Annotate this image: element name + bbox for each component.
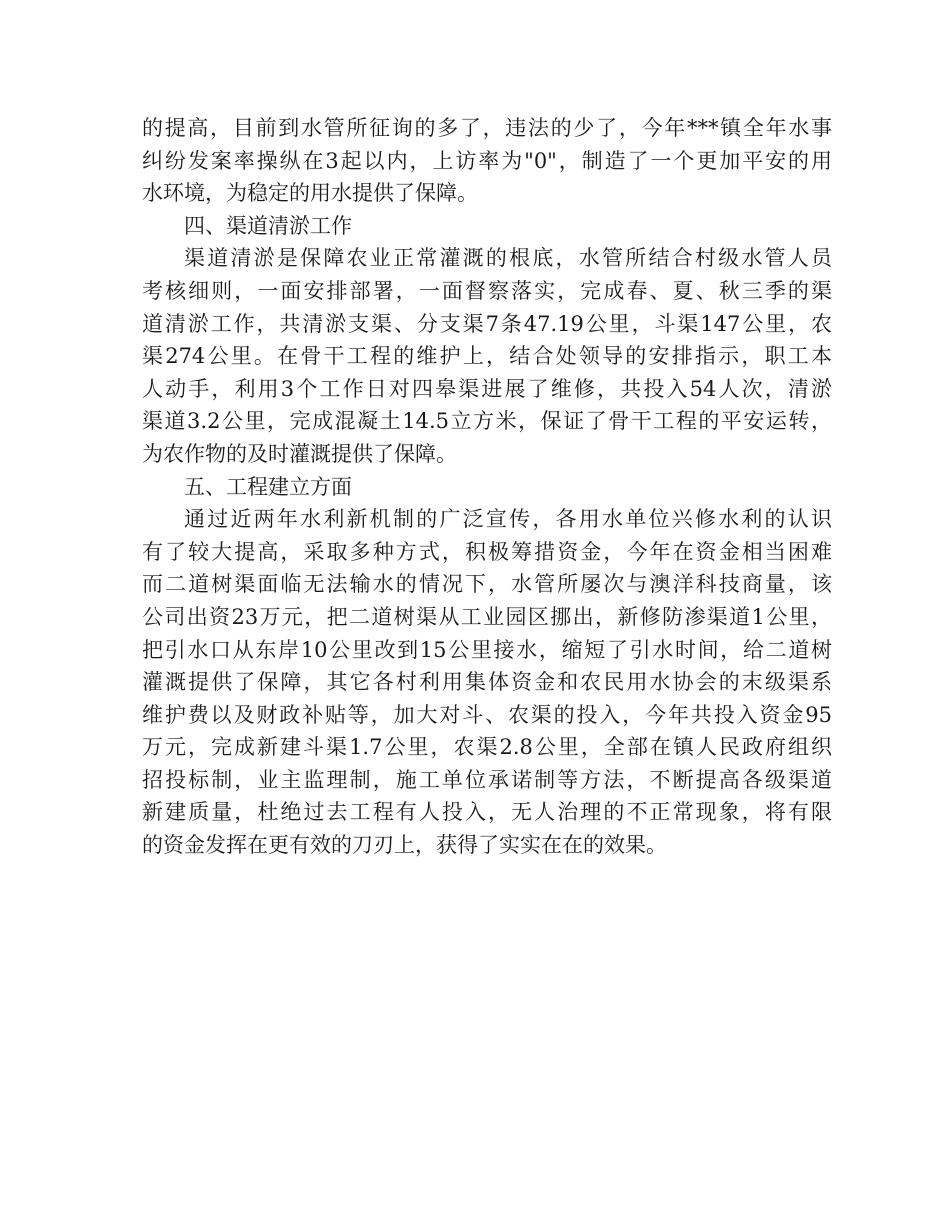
text-line: 纠纷发案率操纵在3起以内，上访率为"0"，制造了一个更加平安的用 (142, 148, 832, 173)
text-line: 维护费以及财政补贴等，加大对斗、农渠的投入，今年共投入资金95 (142, 702, 832, 727)
text-line: 把引水口从东岸10公里改到15公里接水，缩短了引水时间，给二道树 (142, 637, 832, 662)
text-line: 的资金发挥在更有效的刀刃上，获得了实实在在的效果。 (142, 833, 667, 858)
text-line: 的提高，目前到水管所征询的多了，违法的少了，今年***镇全年水事 (142, 116, 832, 140)
text-line: 公司出资23万元，把二道树渠从工业园区挪出，新修防渗渠道1公里， (142, 604, 832, 629)
text-line: 而二道树渠面临无法输水的情况下，水管所屡次与澳洋科技商量，该 (142, 572, 832, 597)
text-line: 招投标制，业主监理制，施工单位承诺制等方法，不断提高各级渠道 (142, 767, 832, 792)
section-heading: 四、渠道清淤工作 (184, 213, 352, 238)
text-line: 考核细则，一面安排部署，一面督察落实，完成春、夏、秋三季的渠 (142, 278, 832, 303)
text-line: 有了较大提高，采取多种方式，积极筹措资金，今年在资金相当困难 (142, 539, 832, 564)
text-line: 渠道3.2公里，完成混凝土14.5立方米，保证了骨干工程的平安运转， (142, 409, 832, 434)
document-body (142, 112, 832, 862)
text-line: 渠道清淤是保障农业正常灌溉的根底，水管所结合村级水管人员 (184, 246, 832, 271)
text-line: 水环境，为稳定的用水提供了保障。 (142, 181, 478, 206)
text-line: 道清淤工作，共清淤支渠、分支渠7条47.19公里，斗渠147公里，农 (142, 311, 832, 336)
section-heading: 五、工程建立方面 (184, 474, 352, 499)
text-line: 通过近两年水利新机制的广泛宣传，各用水单位兴修水利的认识 (184, 507, 832, 532)
text-line: 为农作物的及时灌溉提供了保障。 (142, 441, 457, 466)
text-line: 灌溉提供了保障，其它各村利用集体资金和农民用水协会的末级渠系 (142, 670, 832, 695)
text-line: 人动手，利用3个工作日对四皋渠进展了维修，共投入54人次，清淤 (142, 376, 832, 401)
text-line: 新建质量，杜绝过去工程有人投入，无人治理的不正常现象，将有限 (142, 800, 832, 825)
text-line: 万元，完成新建斗渠1.7公里，农渠2.8公里，全部在镇人民政府组织 (142, 735, 832, 760)
text-line: 渠274公里。在骨干工程的维护上，结合处领导的安排指示，职工本 (142, 344, 832, 369)
